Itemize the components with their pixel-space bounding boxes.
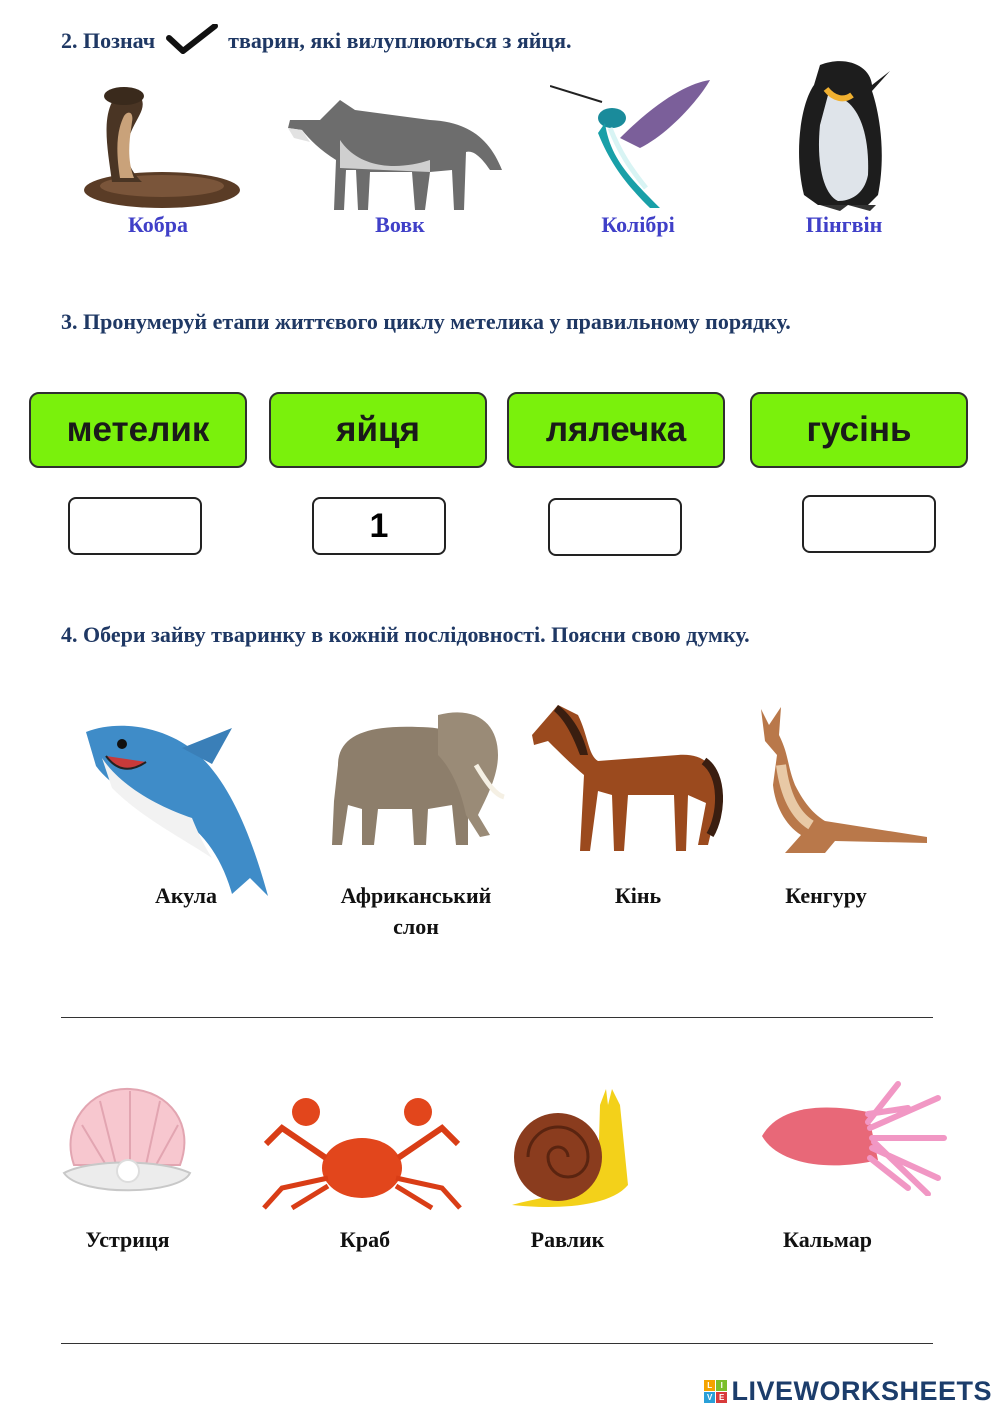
animal-caption-horse: Кінь xyxy=(614,883,662,908)
animal-caption-hummingbird: Колібрі xyxy=(601,212,675,237)
answer-input-pupa[interactable] xyxy=(548,498,682,556)
squid-image[interactable] xyxy=(758,1078,948,1196)
animal-caption-kangaroo: Кенгуру xyxy=(785,883,867,908)
shark-image[interactable] xyxy=(82,718,272,900)
liveworksheets-icon: L I V E xyxy=(704,1380,727,1403)
checkmark-icon xyxy=(165,24,219,54)
animal-caption-wolf: Вовк xyxy=(375,212,425,237)
question-2-title: 2. Познач тварин, які вилуплюються з яйця. xyxy=(61,24,761,57)
animal-caption-snail: Равлик xyxy=(530,1227,605,1252)
cobra-image[interactable] xyxy=(72,82,242,212)
elephant-image[interactable] xyxy=(328,705,506,850)
penguin-image[interactable] xyxy=(790,55,900,215)
animal-caption-cobra: Кобра xyxy=(127,212,189,237)
stage-card-butterfly[interactable]: метелик xyxy=(29,392,247,468)
animal-caption-squid: Кальмар xyxy=(783,1227,872,1252)
wolf-image[interactable] xyxy=(280,80,510,215)
stage-card-eggs[interactable]: яйця xyxy=(269,392,487,468)
question-3-title: 3. Пронумеруй етапи життєвого циклу метелика у правильному порядку. xyxy=(61,309,791,334)
answer-input-eggs[interactable]: 1 xyxy=(312,497,446,555)
hummingbird-image[interactable] xyxy=(550,78,715,213)
animal-caption-shark: Акула xyxy=(154,883,218,908)
animal-caption-oyster: Устриця xyxy=(85,1227,170,1252)
horse-image[interactable] xyxy=(528,695,723,855)
liveworksheets-logo[interactable] xyxy=(704,1376,992,1407)
answer-line-row-2[interactable] xyxy=(61,1343,933,1344)
stage-card-pupa[interactable]: лялечка xyxy=(507,392,725,468)
kangaroo-image[interactable] xyxy=(755,705,930,855)
oyster-image[interactable] xyxy=(60,1085,195,1205)
snail-image[interactable] xyxy=(508,1085,633,1213)
stage-card-caterpillar[interactable]: гусінь xyxy=(750,392,968,468)
brand-name: LIVEWORKSHEETS xyxy=(731,1376,992,1406)
answer-input-butterfly[interactable] xyxy=(68,497,202,555)
crab-image[interactable] xyxy=(262,1098,462,1218)
animal-caption-african-elephant: Африканський слон xyxy=(340,883,492,939)
animal-caption-penguin: Пінгвін xyxy=(805,212,883,237)
answer-line-row-1[interactable] xyxy=(61,1017,933,1018)
question-4-title: 4. Обери зайву тваринку в кожній послідовності. Поясни свою думку. xyxy=(61,622,750,647)
answer-input-caterpillar[interactable] xyxy=(802,495,936,553)
animal-caption-crab: Краб xyxy=(339,1227,391,1252)
